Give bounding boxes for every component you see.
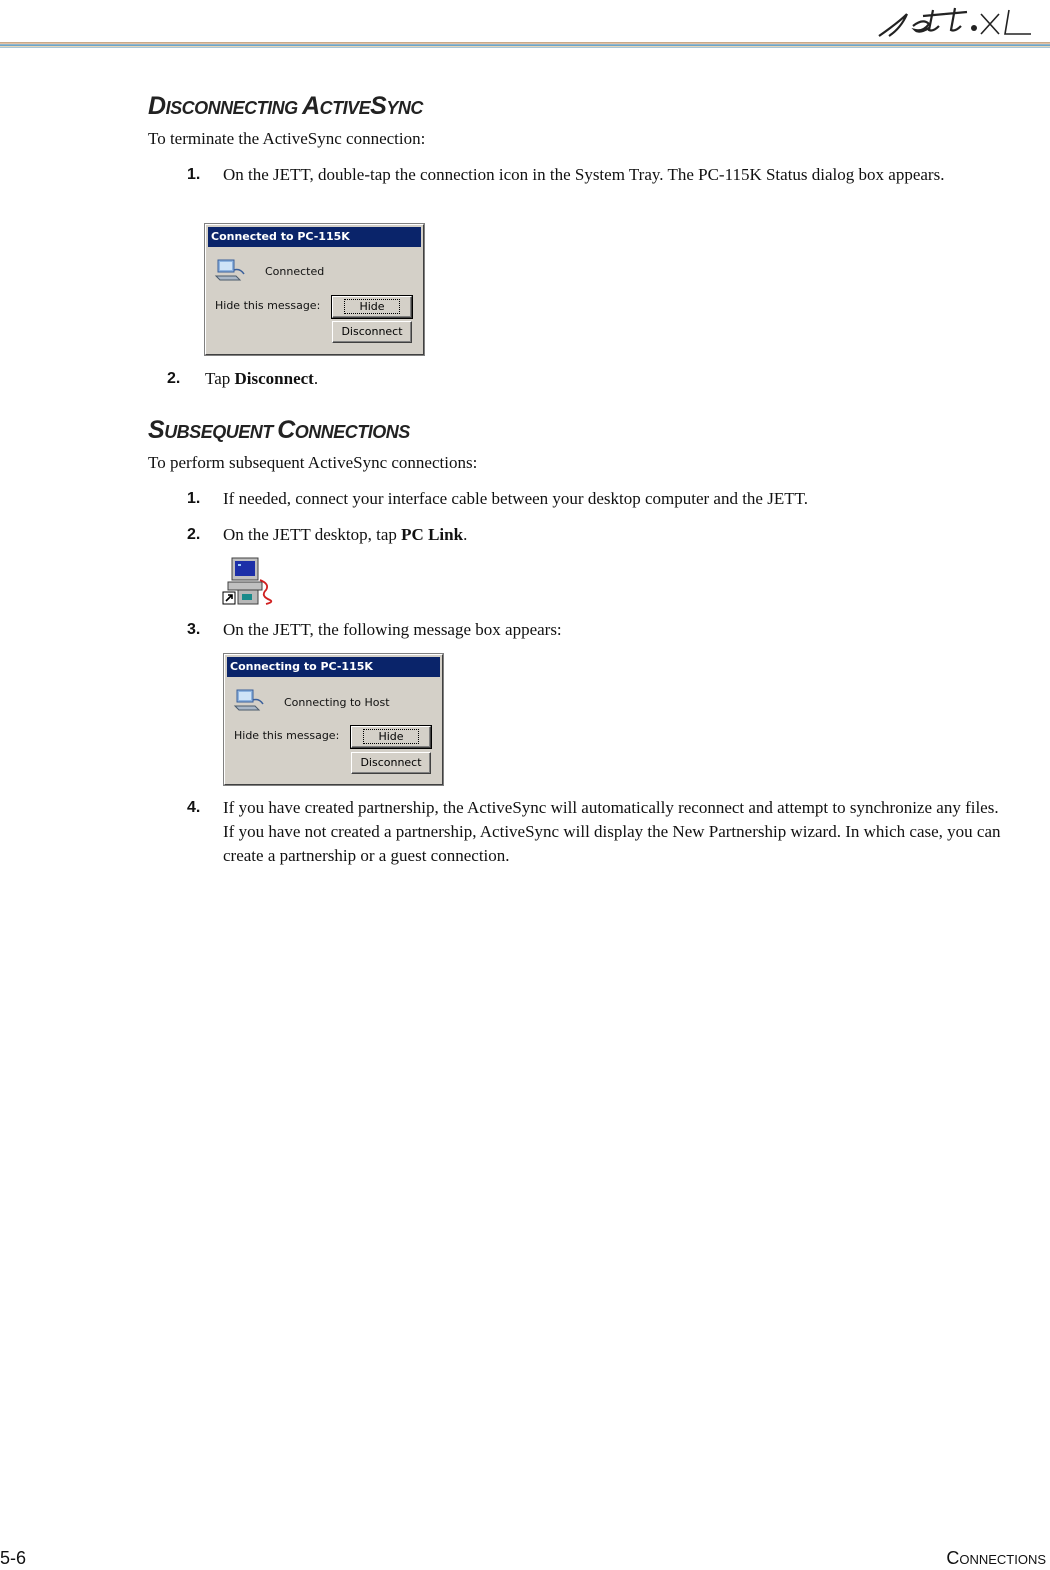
connection-icon	[214, 258, 246, 284]
section2-step-4	[0, 796, 1050, 871]
connecting-dialog	[224, 654, 443, 785]
heading-text: ISCONNECTING	[165, 98, 303, 118]
step-text: On the JETT, the following message box appears:	[223, 620, 562, 639]
heading-text: CTIVE	[319, 98, 371, 118]
heading-initial: S	[370, 92, 387, 120]
section1-step-2	[0, 367, 1050, 393]
step-number: 2.	[167, 370, 181, 387]
chapter-name	[946, 1548, 1046, 1569]
step-number: 3.	[187, 621, 201, 638]
section1-step-1	[0, 163, 1050, 213]
section-heading-subsequent	[148, 416, 410, 445]
step-text	[223, 523, 467, 547]
disconnect-button[interactable]: Disconnect	[332, 321, 412, 343]
step-text-part: .	[463, 525, 468, 544]
heading-text: UBSEQUENT	[164, 422, 278, 442]
hide-button-label: Hide	[344, 299, 399, 314]
hide-button[interactable]	[351, 726, 431, 748]
section-heading-disconnecting	[148, 92, 423, 121]
rule-line	[0, 47, 1050, 48]
step-number: 1.	[187, 166, 201, 183]
header-rule	[0, 42, 1050, 50]
chapter-initial: C	[946, 1548, 960, 1568]
section2-step-3	[0, 618, 1050, 644]
connected-dialog	[205, 224, 424, 355]
hide-button[interactable]	[332, 296, 412, 318]
page-number: 5-6	[0, 1548, 27, 1568]
step-number: 2.	[187, 526, 201, 543]
dialog-status-text: Connected	[265, 265, 325, 278]
step-number: 4.	[187, 799, 201, 816]
dialog-hide-label: Hide this message:	[234, 729, 340, 742]
hide-button-label: Hide	[363, 729, 418, 744]
step-text: On the JETT, double-tap the connection icon in the System Tray. The PC-115K Status dialog box appears.	[223, 165, 945, 184]
connection-icon	[233, 688, 265, 714]
heading-text: YNC	[386, 98, 423, 118]
section2-intro: To perform subsequent ActiveSync connections:	[148, 453, 478, 472]
step-number: 1.	[187, 490, 201, 507]
section1-intro: To terminate the ActiveSync connection:	[148, 129, 426, 148]
heading-initial: A	[302, 92, 320, 120]
step-text-part: .	[313, 369, 319, 388]
heading-text: ONNECTIONS	[294, 422, 410, 442]
pc-link-icon[interactable]	[222, 556, 274, 608]
step-text-part: Tap	[205, 369, 235, 388]
section2-step-1	[0, 487, 1050, 513]
step-text: If needed, connect your interface cable between your desktop computer and the JETT.	[223, 489, 808, 508]
heading-initial: S	[148, 416, 165, 444]
heading-initial: D	[148, 92, 166, 120]
chapter-rest: ONNECTIONS	[959, 1552, 1046, 1567]
heading-initial: C	[277, 416, 295, 444]
dialog-title: Connecting to PC-115K	[227, 657, 440, 677]
dialog-status-text: Connecting to Host	[284, 696, 390, 709]
step-text	[205, 367, 318, 391]
step-text: If you have created partnership, the ActiveSync will automatically reconnect and attempt to synchronize any files. If you have not created a partnership, ActiveSync will display the New Partnership wizard. In which case, you can create a partnership or a guest connection.	[223, 798, 1001, 865]
jett-xl-logo	[859, 2, 1044, 42]
dialog-title: Connected to PC-115K	[208, 227, 421, 247]
dialog-hide-label: Hide this message:	[215, 299, 321, 312]
disconnect-button[interactable]: Disconnect	[351, 752, 431, 774]
step-bold-term: PC Link	[401, 525, 464, 544]
step-bold-term: Disconnect	[234, 369, 314, 388]
section2-step-2	[0, 523, 1050, 549]
step-text-part: On the JETT desktop, tap	[223, 525, 402, 544]
